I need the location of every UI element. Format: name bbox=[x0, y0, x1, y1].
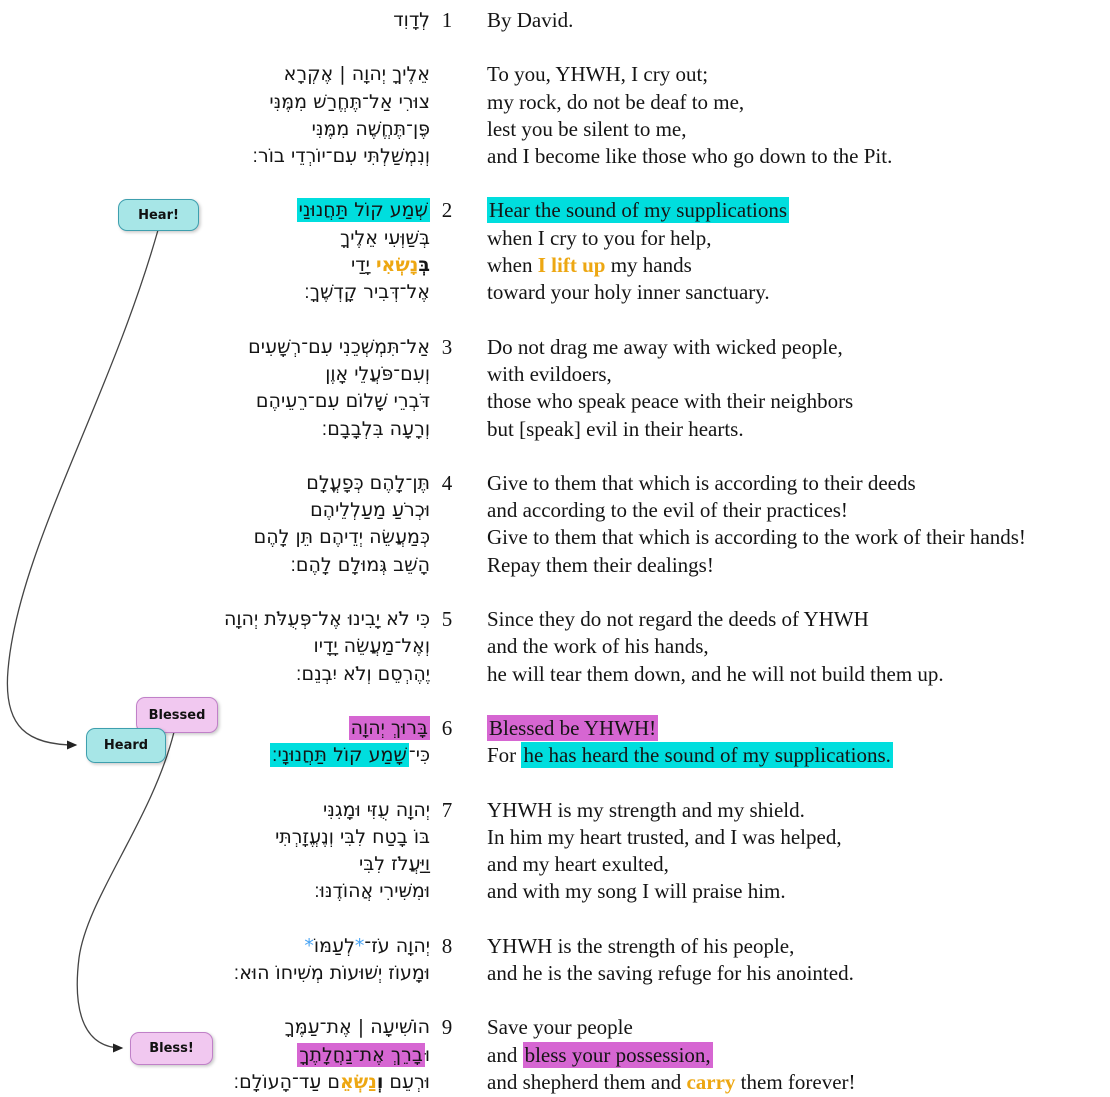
hebrew-line bbox=[0, 143, 430, 170]
text-span: אֵלֶיךָ יְהוָה | אֶקְרָא bbox=[283, 63, 430, 86]
english-line bbox=[487, 742, 1110, 769]
text-span: שָׁמַע קוֹל תַּחֲנוּנָי׃ bbox=[271, 744, 407, 767]
english-column bbox=[464, 470, 1110, 579]
hebrew-line bbox=[0, 416, 430, 443]
text-span: צוּרִי אַל־תֶּחֱרַשׁ מִמֶּנִּי bbox=[269, 90, 430, 113]
english-line bbox=[487, 7, 1110, 34]
hebrew-line bbox=[0, 960, 430, 987]
text-span: and he is the saving refuge for his anointed. bbox=[487, 961, 854, 986]
text-span: bless your possession, bbox=[524, 1042, 711, 1067]
text-span: אֶל־דְּבִיר קָדְשֶׁךָ׃ bbox=[304, 281, 430, 304]
text-span: Give to them that which is according to the work of their hands! bbox=[487, 525, 1026, 550]
english-line bbox=[487, 388, 1110, 415]
verse-row bbox=[0, 7, 1110, 34]
text-span: וְרָעָה בִּלְבָבָם׃ bbox=[321, 417, 430, 440]
hebrew-line bbox=[0, 197, 430, 224]
hebrew-line bbox=[0, 633, 430, 660]
verse-number: 7 bbox=[441, 797, 453, 822]
text-span: הָשֵׁב גְּמוּלָם לָהֶם׃ bbox=[290, 553, 430, 576]
text-span: Repay them their dealings! bbox=[487, 552, 714, 577]
text-span: נָשְׂאִי bbox=[375, 254, 419, 277]
text-span: תֶּן־לָהֶם כְּפָעֳלָם bbox=[306, 471, 430, 494]
hebrew-line bbox=[0, 851, 430, 878]
text-span: he will tear them down, and he will not build them up. bbox=[487, 661, 944, 686]
text-span: YHWH is the strength of his people, bbox=[487, 933, 795, 958]
text-span: בְּשַׁוְּעִי אֵלֶיךָ bbox=[340, 226, 430, 249]
text-span: my rock, do not be deaf to me, bbox=[487, 89, 745, 114]
text-span: יֶהֶרְסֵם וְלֹא יִבְנֵם׃ bbox=[295, 662, 430, 685]
hebrew-line bbox=[0, 89, 430, 116]
hebrew-line bbox=[0, 1042, 430, 1069]
verse-number: 2 bbox=[441, 198, 453, 223]
text-span: כִּי לֹא יָבִינוּ אֶל־פְּעֻלֹּת יְהוָה bbox=[223, 608, 430, 631]
english-line bbox=[487, 279, 1110, 306]
text-span: To you, YHWH, I cry out; bbox=[487, 62, 709, 87]
text-span: בָרֵךְ אֶת־נַחֲלָתֶךָ bbox=[299, 1043, 423, 1066]
verse-number: 1 bbox=[441, 8, 453, 32]
text-span: אַל־תִּמְשְׁכֵנִי עִם־רְשָׁעִים bbox=[248, 335, 430, 358]
text-span: Do not drag me away with wicked people, bbox=[487, 334, 843, 359]
english-line bbox=[487, 334, 1110, 361]
english-line bbox=[487, 851, 1110, 878]
text-span: toward your holy inner sanctuary. bbox=[487, 280, 770, 305]
english-column bbox=[464, 334, 1110, 443]
verse-number: 9 bbox=[441, 1015, 453, 1040]
hebrew-line bbox=[0, 279, 430, 306]
text-span: and shepherd them and bbox=[487, 1069, 687, 1094]
text-span: and my heart exulted, bbox=[487, 852, 669, 877]
text-span: and I become like those who go down to the Pit. bbox=[487, 144, 893, 169]
text-span: Give to them that which is according to their deeds bbox=[487, 470, 916, 495]
text-span: them forever! bbox=[735, 1069, 856, 1094]
hebrew-line bbox=[0, 742, 430, 769]
text-span: יָדַי bbox=[351, 254, 376, 277]
text-span: וַיַּעֲלֹז לִבִּי bbox=[359, 853, 430, 876]
text-span: he has heard the sound of my supplications. bbox=[523, 743, 891, 768]
text-span: לְדָוִד bbox=[393, 9, 430, 31]
verse-row bbox=[0, 606, 1110, 688]
text-span: כְּמַעֲשֵׂה יְדֵיהֶם תֵּן לָהֶם bbox=[253, 526, 430, 549]
text-span: * bbox=[354, 934, 365, 957]
english-line bbox=[487, 661, 1110, 688]
text-span: YHWH is my strength and my shield. bbox=[487, 797, 805, 822]
english-line bbox=[487, 606, 1110, 633]
english-line bbox=[487, 61, 1110, 88]
english-line bbox=[487, 197, 1110, 224]
text-span: and according to the evil of their practices! bbox=[487, 498, 848, 523]
verse-number bbox=[430, 61, 464, 170]
hebrew-line bbox=[0, 252, 430, 279]
text-span: and bbox=[487, 1042, 523, 1067]
text-span: וְעִם־פֹּעֲלֵי אָוֶן bbox=[325, 362, 430, 385]
text-span: * bbox=[304, 934, 314, 957]
hebrew-line bbox=[0, 1014, 430, 1041]
hebrew-line bbox=[0, 824, 430, 851]
text-span: Since they do not regard the deeds of YHWH bbox=[487, 607, 869, 632]
english-line bbox=[487, 524, 1110, 551]
hebrew-column bbox=[0, 334, 430, 443]
hebrew-line bbox=[0, 797, 430, 824]
text-span: but [speak] evil in their hearts. bbox=[487, 416, 744, 441]
english-column bbox=[464, 197, 1110, 306]
english-column bbox=[464, 61, 1110, 170]
verse-number: 3 bbox=[441, 334, 453, 359]
hebrew-line bbox=[0, 388, 430, 415]
verse-row bbox=[0, 797, 1110, 906]
verse-number: 6 bbox=[441, 715, 453, 740]
text-span: וּ bbox=[424, 1043, 430, 1066]
text-span: and with my song I will praise him. bbox=[487, 879, 786, 904]
english-line bbox=[487, 1014, 1110, 1041]
english-line bbox=[487, 497, 1110, 524]
text-span: my hands bbox=[605, 253, 692, 278]
text-span: כִּי־ bbox=[408, 744, 430, 767]
hebrew-line bbox=[0, 524, 430, 551]
verse-row bbox=[0, 61, 1110, 170]
verse-number: 8 bbox=[441, 933, 453, 958]
text-span: בּוֹ בָטַח לִבִּי וְנֶעֱזָרְתִּי bbox=[275, 825, 430, 848]
hebrew-line bbox=[0, 225, 430, 252]
text-span: יְהוָה עֻזִּי וּמָגִנִּי bbox=[322, 798, 430, 821]
hebrew-line bbox=[0, 61, 430, 88]
english-column bbox=[464, 715, 1110, 770]
english-line bbox=[487, 470, 1110, 497]
english-line bbox=[487, 143, 1110, 170]
hebrew-column bbox=[0, 7, 430, 34]
text-span: when bbox=[487, 253, 538, 278]
english-line bbox=[487, 361, 1110, 388]
hebrew-line bbox=[0, 1069, 430, 1096]
english-line bbox=[487, 878, 1110, 905]
hebrew-column bbox=[0, 933, 430, 988]
english-line bbox=[487, 797, 1110, 824]
english-line bbox=[487, 1042, 1110, 1069]
english-column bbox=[464, 1014, 1110, 1096]
english-line bbox=[487, 225, 1110, 252]
annotation-chip-heard: Heard bbox=[86, 728, 166, 763]
english-line bbox=[487, 633, 1110, 660]
text-span: נַשְּׂאֵ bbox=[339, 1070, 377, 1093]
text-span: By David. bbox=[487, 8, 574, 32]
english-column bbox=[464, 7, 1110, 34]
verse-number: 4 bbox=[441, 470, 453, 495]
hebrew-line bbox=[0, 334, 430, 361]
hebrew-line bbox=[0, 661, 430, 688]
hebrew-line bbox=[0, 933, 430, 960]
text-span: בְּ bbox=[418, 254, 430, 277]
text-span: הוֹשִׁיעָה | אֶת־עַמֶּךָ bbox=[284, 1016, 430, 1039]
text-span: יְהוָה עֹז־ bbox=[364, 934, 430, 957]
text-span: Blessed be YHWH! bbox=[489, 715, 657, 740]
hebrew-line bbox=[0, 7, 430, 34]
text-span: Save your people bbox=[487, 1015, 633, 1040]
text-span: שְׁמַע קוֹל תַּחֲנוּנַי bbox=[298, 199, 428, 222]
english-column bbox=[464, 606, 1110, 688]
verse-row bbox=[0, 470, 1110, 579]
text-span: לְעַמּוֹ bbox=[313, 934, 355, 957]
hebrew-line bbox=[0, 470, 430, 497]
text-span: וְנִמְשַׁלְתִּי עִם־יוֹרְדֵי בוֹר׃ bbox=[252, 145, 430, 168]
text-span: וּמָעוֹז יְשׁוּעוֹת מְשִׁיחוֹ הוּא׃ bbox=[233, 962, 430, 985]
text-span: lest you be silent to me, bbox=[487, 116, 687, 141]
english-line bbox=[487, 824, 1110, 851]
english-line bbox=[487, 960, 1110, 987]
english-line bbox=[487, 252, 1110, 279]
text-span: I lift up bbox=[537, 253, 606, 278]
hebrew-line bbox=[0, 552, 430, 579]
hebrew-column bbox=[0, 606, 430, 688]
text-span: carry bbox=[686, 1069, 736, 1094]
text-span: In him my heart trusted, and I was helped, bbox=[487, 824, 842, 849]
english-line bbox=[487, 1069, 1110, 1096]
english-line bbox=[487, 116, 1110, 143]
english-line bbox=[487, 933, 1110, 960]
english-line bbox=[487, 552, 1110, 579]
text-span: with evildoers, bbox=[487, 361, 612, 386]
text-span: and the work of his hands, bbox=[487, 634, 709, 659]
hebrew-line bbox=[0, 606, 430, 633]
hebrew-line bbox=[0, 116, 430, 143]
english-column bbox=[464, 933, 1110, 988]
text-span: דֹּבְרֵי שָׁלוֹם עִם־רֵעֵיהֶם bbox=[255, 390, 430, 413]
annotation-chip-hear: Hear! bbox=[118, 199, 199, 231]
hebrew-column bbox=[0, 61, 430, 170]
hebrew-line bbox=[0, 878, 430, 905]
text-span: ם עַד־הָעוֹלָם׃ bbox=[233, 1070, 340, 1093]
english-line bbox=[487, 715, 1110, 742]
text-span: פֶּן־תֶּחֱשֶׁה מִמֶּנִּי bbox=[311, 117, 430, 140]
english-line bbox=[487, 416, 1110, 443]
hebrew-column bbox=[0, 1014, 430, 1096]
hebrew-column bbox=[0, 197, 430, 306]
hebrew-line bbox=[0, 361, 430, 388]
text-span: וּמִשִּׁירִי אֲהוֹדֶנּוּ׃ bbox=[314, 880, 430, 903]
english-line bbox=[487, 89, 1110, 116]
text-span: Hear the sound of my supplications bbox=[489, 198, 788, 223]
text-span: For bbox=[487, 743, 522, 768]
verse-row bbox=[0, 334, 1110, 443]
hebrew-line bbox=[0, 497, 430, 524]
annotation-chip-blessed: Blessed bbox=[136, 697, 218, 733]
text-span: when I cry to you for help, bbox=[487, 225, 712, 250]
text-span: בָּרוּךְ יְהוָה bbox=[350, 716, 428, 739]
text-span: וְ bbox=[376, 1070, 384, 1093]
hebrew-column bbox=[0, 797, 430, 906]
text-span: וּכְרֹעַ מַעַלְלֵיהֶם bbox=[310, 499, 430, 522]
text-span: those who speak peace with their neighbors bbox=[487, 389, 854, 414]
text-span: וְאֶל־מַעֲשֵׂה יָדָיו bbox=[313, 635, 430, 658]
text-span: וּרְעֵם bbox=[383, 1070, 430, 1093]
english-column bbox=[464, 797, 1110, 906]
verse-row bbox=[0, 933, 1110, 988]
annotation-chip-bless: Bless! bbox=[130, 1032, 213, 1065]
verse-number: 5 bbox=[441, 607, 453, 632]
hebrew-column bbox=[0, 470, 430, 579]
